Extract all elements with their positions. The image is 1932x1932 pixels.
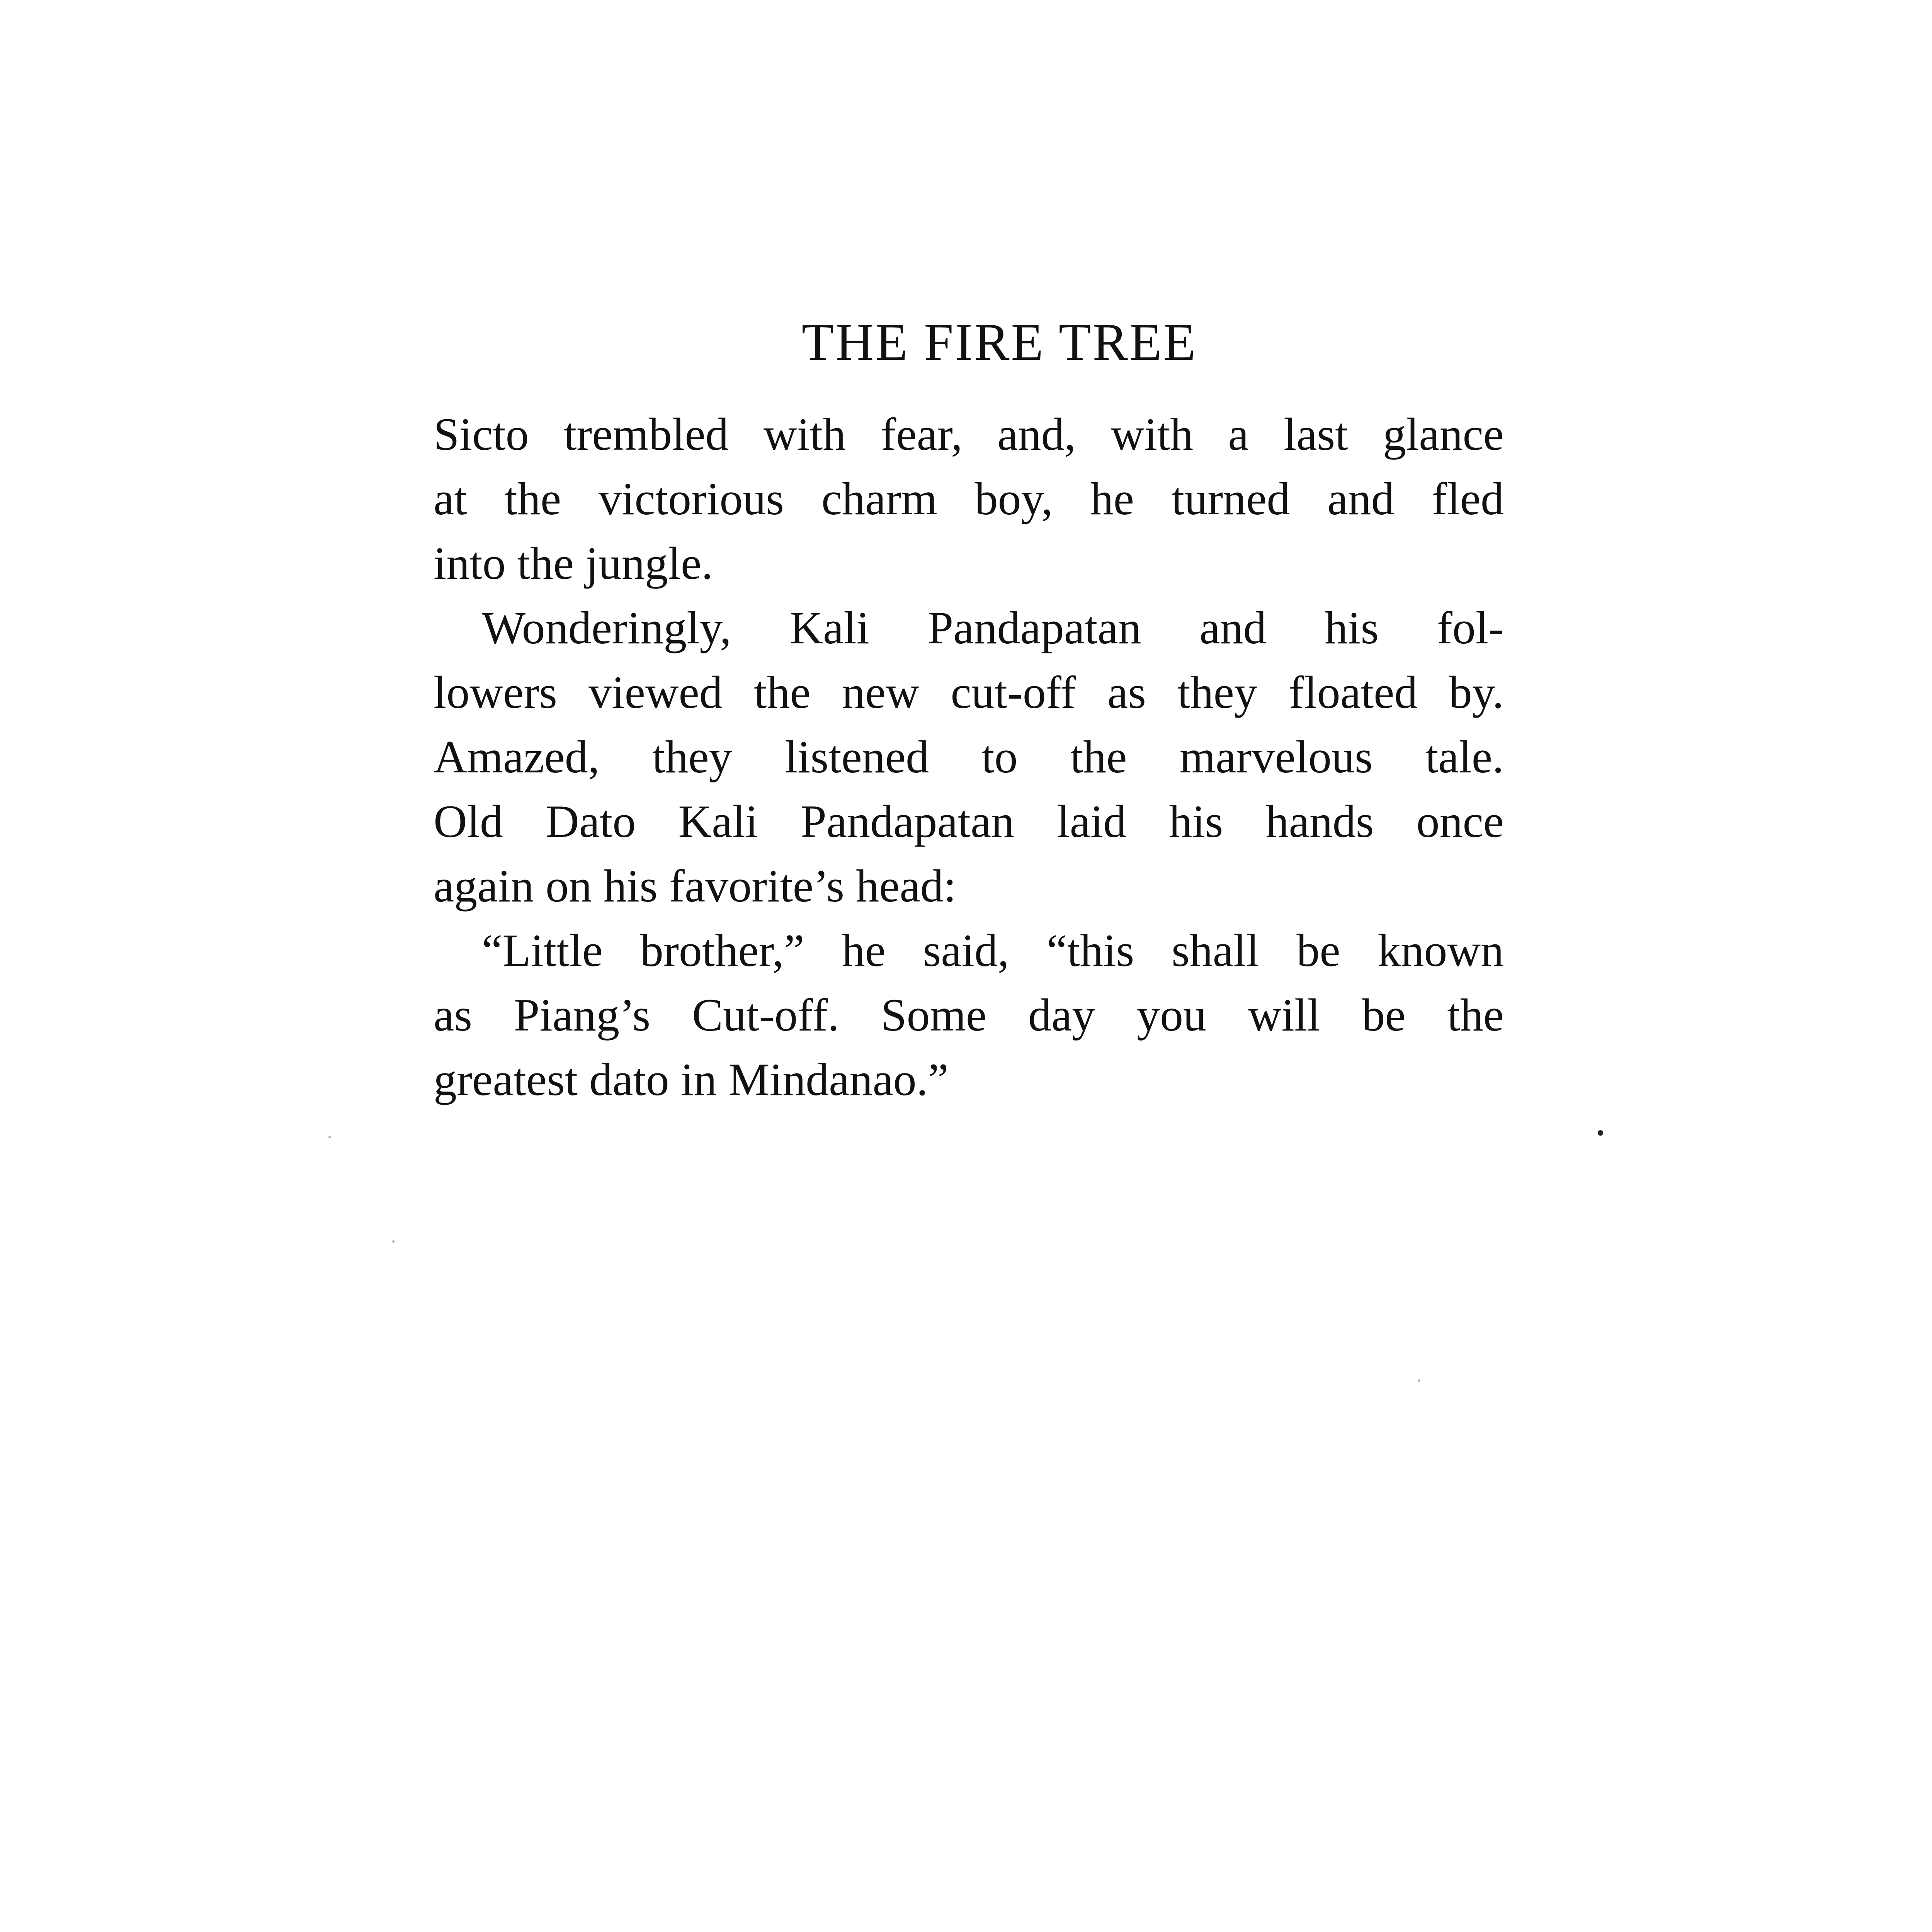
text-line: into the jungle. — [434, 537, 713, 589]
scan-speck — [1598, 1130, 1603, 1136]
text-line: Old Dato Kali Pandapatan laid his hands once — [434, 796, 1504, 847]
text-line: “Little brother,” he said, “this shall be known — [482, 925, 1504, 976]
text-line: at the victorious charm boy, he turned and fled — [434, 473, 1504, 524]
scan-speck — [328, 1136, 331, 1138]
text-line: greatest dato in Mindanao.” — [434, 1054, 949, 1105]
body-text — [434, 402, 1504, 1112]
text-line: Amazed, they listened to the marvelous tale. — [434, 731, 1504, 782]
text-line: Sicto trembled with fear, and, with a last glance — [434, 408, 1504, 460]
text-line: lowers viewed the new cut-off as they floated by. — [434, 667, 1504, 718]
scan-speck — [1418, 1379, 1420, 1382]
scan-speck — [392, 1240, 395, 1243]
text-line: Wonderingly, Kali Pandapatan and his fol- — [482, 602, 1504, 653]
paragraph-2 — [434, 595, 1504, 918]
paragraph-1 — [434, 402, 1504, 595]
paragraph-3 — [434, 918, 1504, 1112]
text-line: as Piang’s Cut-off. Some day you will be the — [434, 989, 1504, 1041]
text-line: again on his favorite’s head: — [434, 860, 956, 912]
running-title: THE FIRE TREE — [801, 313, 1197, 371]
